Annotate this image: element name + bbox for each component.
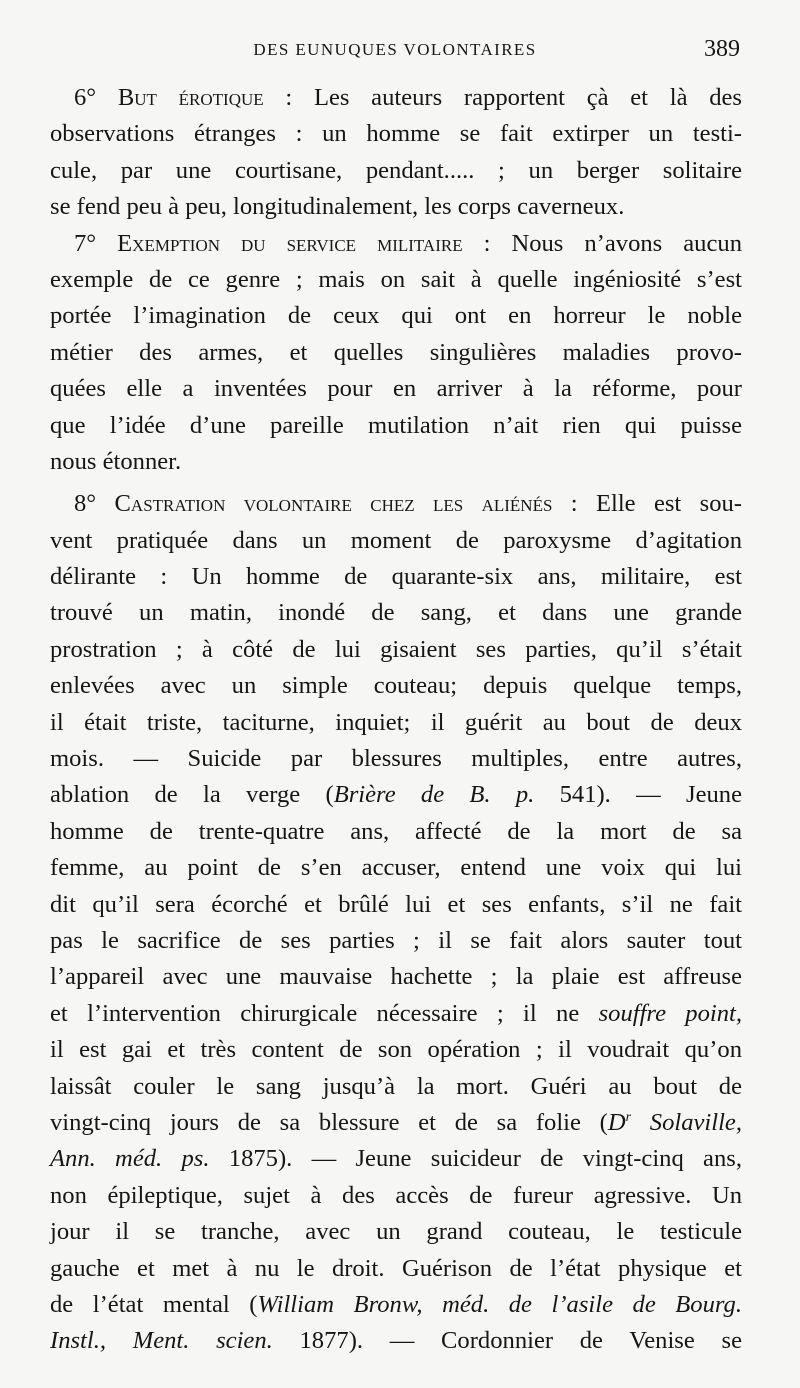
text-line: enlevées avec un simple couteau; depuis quelque temps, xyxy=(50,672,742,700)
text-line: femme, au point de s’en accuser, entend une voix qui lui xyxy=(50,854,742,882)
text-line: délirante : Un homme de quarante-six ans, militaire, est xyxy=(50,563,742,591)
citation: William Bronw, méd. de l’asile de Bourg. xyxy=(257,1290,742,1318)
text-line: prostration ; à côté de lui gisaient ses parties, qu’il s’était xyxy=(50,635,742,663)
section-number: 7° xyxy=(74,229,97,257)
paragraph-7-exemption xyxy=(50,226,742,481)
page-number: 389 xyxy=(704,36,740,62)
text-line xyxy=(50,1287,742,1323)
line-text: 1877). — Cordonnier de Venise se xyxy=(272,1327,742,1355)
text-line: jour il se tranche, avec un grand couteau, le testicule xyxy=(50,1218,742,1246)
paragraph-6-but-erotique xyxy=(50,80,742,226)
line-text: : Nous n’avons aucun xyxy=(462,229,742,257)
text-line xyxy=(50,777,742,813)
text-line: cule, par une courtisane, pendant..... ; un berger solitaire xyxy=(50,156,742,184)
line-text: 1875). — Jeune suicideur de vingt-cinq ans, xyxy=(209,1145,742,1173)
text-line: exemple de ce genre ; mais on sait à quelle ingéniosité s’est xyxy=(50,265,742,293)
line-text: 541). — Jeune xyxy=(534,781,742,809)
line-text: : Les auteurs rapportent çà et là des xyxy=(263,84,742,111)
citation: Brière de B. p. xyxy=(333,781,535,809)
line-text: et l’intervention chirurgicale nécessaire ; il ne xyxy=(50,999,599,1027)
section-number: 8° xyxy=(74,490,97,518)
text-line: que l’idée d’une pareille mutilation n’ait rien qui puisse xyxy=(50,411,742,439)
text-line: vent pratiquée dans un moment de paroxysme d’agitation xyxy=(50,526,742,554)
text-line: l’appareil avec une mauvaise hachette ; la plaie est affreuse xyxy=(50,963,742,991)
running-head xyxy=(50,36,740,66)
text-line: quées elle a inventées pour en arriver à la réforme, pour xyxy=(50,375,742,403)
body-text xyxy=(50,80,742,1360)
section-title: Castration volontaire chez les aliénés xyxy=(114,490,553,518)
running-title: DES EUNUQUES VOLONTAIRES xyxy=(253,40,537,59)
emphasis: souffre point, xyxy=(598,999,743,1027)
text-line: laissât couler le sang jusqu’à la mort. Guéri au bout de xyxy=(50,1072,742,1100)
text-line: trouvé un matin, inondé de sang, et dans une grande xyxy=(50,599,742,627)
text-line: homme de trente-quatre ans, affecté de la mort de sa xyxy=(50,817,742,845)
citation: Instl., Ment. scien. xyxy=(50,1327,273,1355)
text-line: il était triste, taciturne, inquiet; il guérit au bout de deux xyxy=(50,708,742,736)
text-line xyxy=(50,226,742,262)
line-text: : Elle est sou- xyxy=(552,490,742,518)
text-line: il est gai et très content de son opération ; il voudrait qu’on xyxy=(50,1036,742,1064)
text-line xyxy=(50,80,742,116)
text-line: portée l’imagination de ceux qui ont en horreur le noble xyxy=(50,302,742,330)
text-line xyxy=(50,1323,742,1359)
text-line xyxy=(50,996,742,1032)
text-line: se fend peu à peu, longitudinalement, les corps caverneux. xyxy=(50,193,625,221)
paragraph-8-castration xyxy=(50,486,742,1359)
section-number: 6° xyxy=(74,84,97,111)
section-title: Exemption du service militaire xyxy=(117,229,463,257)
text-line xyxy=(50,1105,742,1141)
line-text: vingt-cinq jours de sa blessure et de sa folie ( xyxy=(50,1108,608,1136)
line-text: de l’état mental ( xyxy=(50,1290,258,1318)
citation: Ann. méd. ps. xyxy=(50,1145,210,1173)
text-line: pas le sacrifice de ses parties ; il se fait alors sauter tout xyxy=(50,926,742,954)
text-line: dit qu’il sera écorché et brûlé lui et ses enfants, s’il ne fait xyxy=(50,890,742,918)
text-line: non épileptique, sujet à des accès de fureur agressive. Un xyxy=(50,1181,742,1209)
citation: $D^r$ Solaville, xyxy=(607,1108,742,1136)
text-line: métier des armes, et quelles singulières maladies provo- xyxy=(50,338,742,366)
text-line xyxy=(50,1141,742,1177)
section-title: But érotique xyxy=(117,84,264,111)
text-line: mois. — Suicide par blessures multiples, entre autres, xyxy=(50,745,742,773)
line-text: ablation de la verge ( xyxy=(50,781,334,809)
text-line: observations étranges : un homme se fait extirper un testi- xyxy=(50,120,742,148)
text-line: gauche et met à nu le droit. Guérison de l’état physique et xyxy=(50,1254,742,1282)
text-line xyxy=(50,486,742,522)
text-line: nous étonner. xyxy=(50,447,182,475)
